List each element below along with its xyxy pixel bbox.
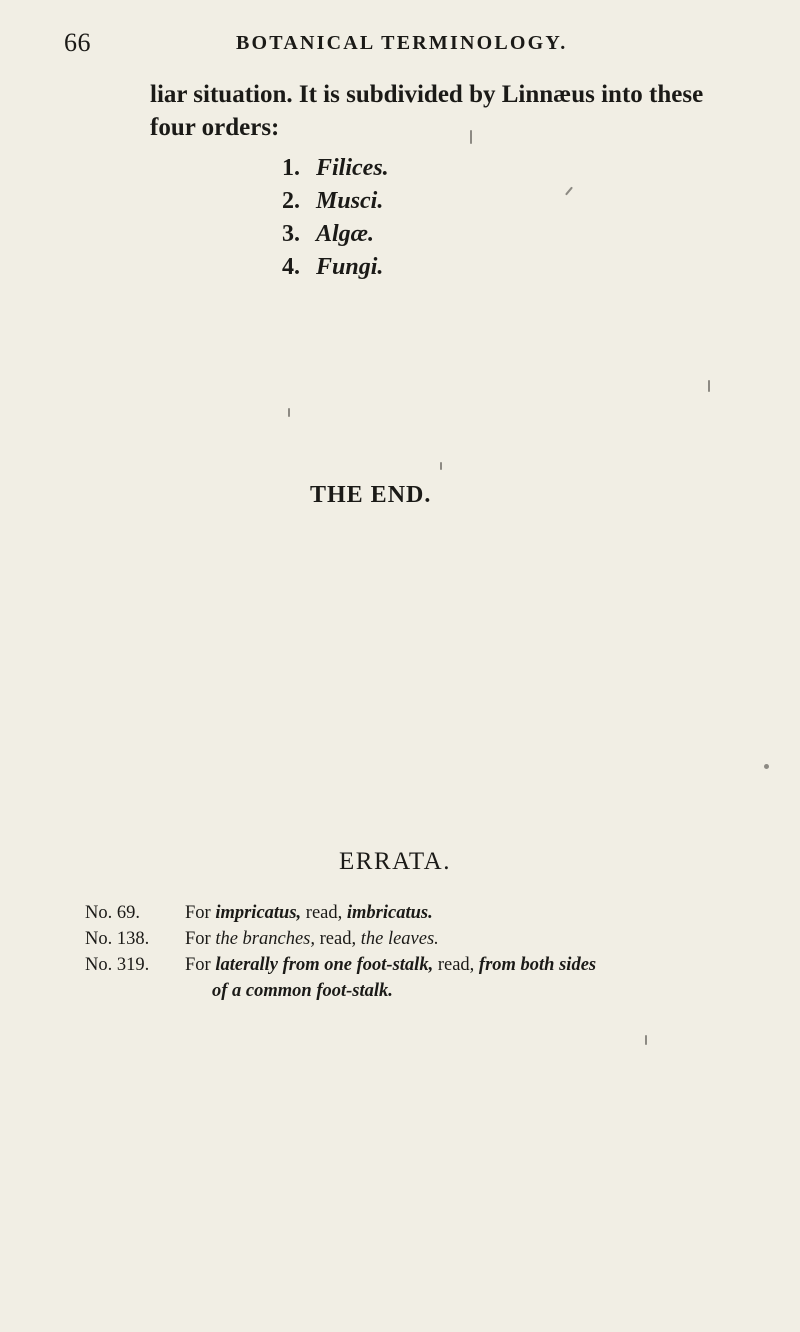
the-end-heading: THE END. [310,482,432,508]
page-header [0,28,800,58]
continuation-text: of a common foot-stalk. [212,981,393,1001]
list-item: 3. Algæ. [282,221,375,247]
body-paragraph: liar situation. It is subdivided by Linnæus into these four orders: [150,81,704,141]
paper-speck [470,130,472,144]
correct-text: the leaves. [360,929,439,949]
errata-list [85,900,785,1004]
list-item: 2. Musci. [282,188,384,214]
order-name: Algæ. [316,221,375,247]
errata-entry: No. 319. For laterally from one foot-stalk, read, from both sides [85,952,785,978]
correct-text: imbricatus. [346,903,433,923]
order-name: Filices. [316,155,389,181]
paper-speck [708,380,710,392]
list-item: 1. Filices. [282,155,389,181]
page-number: 66 [64,28,91,57]
entry-number: No. 69. [85,903,140,923]
paper-speck [440,462,442,470]
order-name: Fungi. [316,254,384,280]
wrong-text: impricatus, [215,903,302,923]
list-item: 4. Fungi. [282,254,384,280]
wrong-text: laterally from one foot-stalk, [215,955,434,975]
errata-entry: No. 138. For the branches, read, the leaves. [85,926,785,952]
paper-speck [764,764,769,769]
wrong-text: the branches, [215,929,316,949]
paper-speck [288,408,290,417]
entry-number: No. 319. [85,955,150,975]
paper-speck [645,1035,647,1045]
errata-heading: ERRATA. [339,848,451,875]
entry-number: No. 138. [85,929,150,949]
errata-entry: No. 69. For impricatus, read, imbricatus. [85,900,785,926]
errata-entry-continuation [85,978,785,1004]
correct-text: from both sides [478,955,597,975]
paper-speck [565,187,573,196]
orders-list [282,152,389,284]
running-title: BOTANICAL TERMINOLOGY. [236,32,568,54]
order-name: Musci. [316,188,384,214]
